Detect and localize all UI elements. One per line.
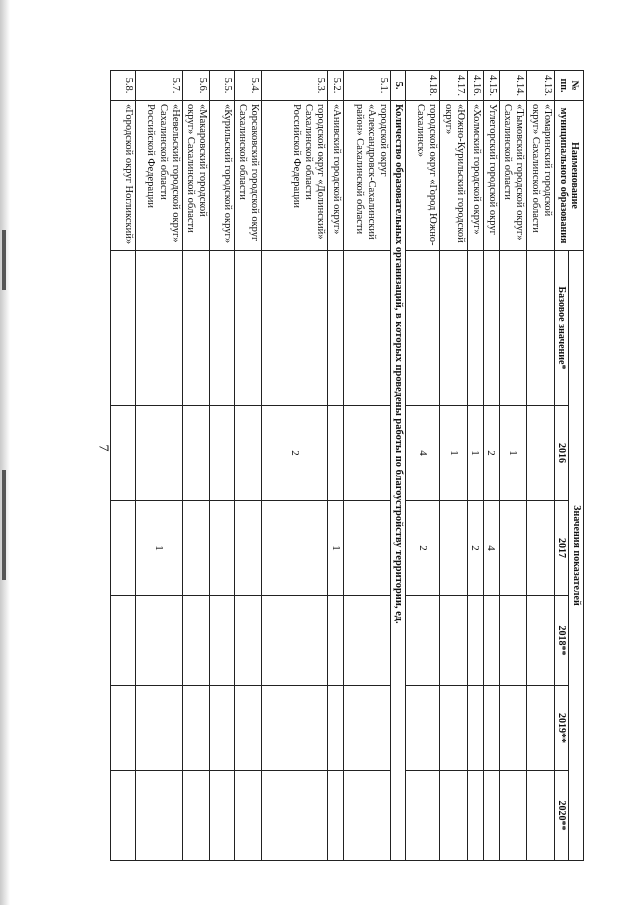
value-cell	[262, 596, 327, 686]
value-cell	[343, 406, 390, 501]
row-municipality: «Тымовский городской округ» Сахалинской области	[499, 101, 527, 251]
row-number: 5.3.	[262, 71, 327, 101]
rotated-table-wrapper	[110, 70, 584, 860]
value-cell	[182, 251, 210, 406]
value-cell	[210, 596, 235, 686]
row-number: 4.15.	[483, 71, 499, 101]
scan-edge-shadow	[0, 0, 10, 905]
value-cell	[343, 686, 390, 771]
header-values: Значения показателей	[569, 251, 584, 861]
table-row	[234, 71, 262, 861]
value-cell	[210, 251, 235, 406]
value-cell	[210, 771, 235, 861]
indicator-table	[110, 70, 584, 861]
value-cell	[182, 686, 210, 771]
value-cell	[327, 686, 343, 771]
value-cell	[210, 501, 235, 596]
value-cell: 2	[483, 406, 499, 501]
value-cell	[327, 406, 343, 501]
value-cell	[234, 406, 262, 501]
value-cell: 2	[262, 406, 327, 501]
value-cell	[406, 771, 440, 861]
value-cell	[111, 501, 136, 596]
header-year: 2019**	[555, 686, 570, 771]
table-row	[499, 71, 527, 861]
value-cell	[499, 686, 527, 771]
row-number: 4.17.	[439, 71, 467, 101]
value-cell	[467, 771, 483, 861]
header-year: 2018**	[555, 596, 570, 686]
value-cell	[182, 771, 210, 861]
table-row	[111, 71, 136, 861]
value-cell	[467, 251, 483, 406]
header-year: 2017	[555, 501, 570, 596]
value-cell	[135, 596, 182, 686]
value-cell	[527, 251, 555, 406]
page-number: 7	[95, 444, 111, 452]
table-row	[343, 71, 390, 861]
table-row	[135, 71, 182, 861]
row-number: 5.2.	[327, 71, 343, 101]
value-cell	[111, 771, 136, 861]
value-cell	[234, 251, 262, 406]
row-municipality: городской округ «Долинский» Сахалинской области Российской Федерации	[262, 101, 327, 251]
row-municipality: «Невельский городской округ» Сахалинской области Российской Федерации	[135, 101, 182, 251]
value-cell	[234, 501, 262, 596]
value-cell: 1	[327, 501, 343, 596]
value-cell	[262, 771, 327, 861]
section-row	[390, 71, 405, 861]
value-cell	[499, 596, 527, 686]
value-cell	[527, 771, 555, 861]
row-number: 4.13.	[527, 71, 555, 101]
value-cell	[234, 596, 262, 686]
value-cell	[262, 251, 327, 406]
value-cell: 1	[135, 501, 182, 596]
value-cell	[343, 771, 390, 861]
value-cell	[262, 686, 327, 771]
value-cell	[135, 686, 182, 771]
row-number: 4.14.	[499, 71, 527, 101]
header-year: 2016	[555, 406, 570, 501]
value-cell	[234, 686, 262, 771]
value-cell	[483, 771, 499, 861]
value-cell	[483, 596, 499, 686]
row-municipality: Углегорский городской округ	[483, 101, 499, 251]
row-municipality: «Анивский городской округ»	[327, 101, 343, 251]
value-cell	[182, 501, 210, 596]
value-cell	[483, 686, 499, 771]
value-cell	[343, 251, 390, 406]
value-cell	[406, 251, 440, 406]
row-municipality: городской округ «Город Южно-Сахалинск»	[406, 101, 440, 251]
value-cell: 1	[439, 406, 467, 501]
row-municipality: «Томаринский городской округ» Сахалинской области	[527, 101, 555, 251]
section-num: 5.	[390, 71, 405, 101]
value-cell	[234, 771, 262, 861]
row-number: 4.16.	[467, 71, 483, 101]
value-cell	[439, 686, 467, 771]
value-cell	[343, 596, 390, 686]
value-cell	[182, 406, 210, 501]
value-cell	[327, 771, 343, 861]
value-cell: 2	[467, 501, 483, 596]
value-cell: 4	[406, 406, 440, 501]
value-cell	[527, 596, 555, 686]
value-cell	[343, 501, 390, 596]
value-cell	[210, 406, 235, 501]
value-cell	[111, 406, 136, 501]
table-row	[483, 71, 499, 861]
value-cell	[327, 596, 343, 686]
table-row	[327, 71, 343, 861]
value-cell	[182, 596, 210, 686]
value-cell: 4	[483, 501, 499, 596]
value-cell	[467, 686, 483, 771]
value-cell	[111, 251, 136, 406]
table-row	[527, 71, 555, 861]
value-cell	[499, 771, 527, 861]
value-cell	[499, 251, 527, 406]
value-cell	[262, 501, 327, 596]
value-cell	[439, 501, 467, 596]
value-cell: 2	[406, 501, 440, 596]
header-name: Наименование муниципального образования	[555, 101, 584, 251]
row-number: 5.5.	[210, 71, 235, 101]
table-row	[439, 71, 467, 861]
value-cell: 1	[499, 406, 527, 501]
value-cell	[111, 686, 136, 771]
table-row	[406, 71, 440, 861]
row-municipality: «Южно-Курильский городской округ»	[439, 101, 467, 251]
table-row	[182, 71, 210, 861]
scan-speck	[2, 470, 6, 580]
value-cell	[499, 501, 527, 596]
section-title: Количество образовательных организаций, в которых проведены работы по благоустройству территории, ед.	[390, 101, 405, 861]
value-cell	[527, 501, 555, 596]
value-cell	[135, 771, 182, 861]
row-number: 4.18.	[406, 71, 440, 101]
row-number: 5.1.	[343, 71, 390, 101]
header-year: Базовое значение*	[555, 251, 570, 406]
row-number: 5.6.	[182, 71, 210, 101]
row-municipality: городской округ «Александровск-Сахалинский район» Сахалинской области	[343, 101, 390, 251]
value-cell	[439, 596, 467, 686]
header-year: 2020**	[555, 771, 570, 861]
value-cell	[327, 251, 343, 406]
row-municipality: «Макаровский городской округ» Сахалинской области	[182, 101, 210, 251]
table-row	[210, 71, 235, 861]
row-number: 5.7.	[135, 71, 182, 101]
row-municipality: «Городской округ Ногликский»	[111, 101, 136, 251]
value-cell	[439, 251, 467, 406]
row-number: 5.8.	[111, 71, 136, 101]
table-row	[467, 71, 483, 861]
value-cell	[527, 406, 555, 501]
value-cell	[111, 596, 136, 686]
header-num: № пп.	[555, 71, 584, 101]
value-cell	[527, 686, 555, 771]
value-cell	[210, 686, 235, 771]
value-cell	[135, 406, 182, 501]
value-cell	[439, 771, 467, 861]
value-cell	[406, 596, 440, 686]
row-municipality: Корсаковский городской округ Сахалинской области	[234, 101, 262, 251]
row-number: 5.4.	[234, 71, 262, 101]
value-cell	[467, 596, 483, 686]
value-cell	[483, 251, 499, 406]
row-municipality: «Холмский городской округ»	[467, 101, 483, 251]
scan-speck	[2, 230, 6, 290]
value-cell	[135, 251, 182, 406]
row-municipality: «Курильский городской округ»	[210, 101, 235, 251]
value-cell	[406, 686, 440, 771]
value-cell: 1	[467, 406, 483, 501]
table-row	[262, 71, 327, 861]
